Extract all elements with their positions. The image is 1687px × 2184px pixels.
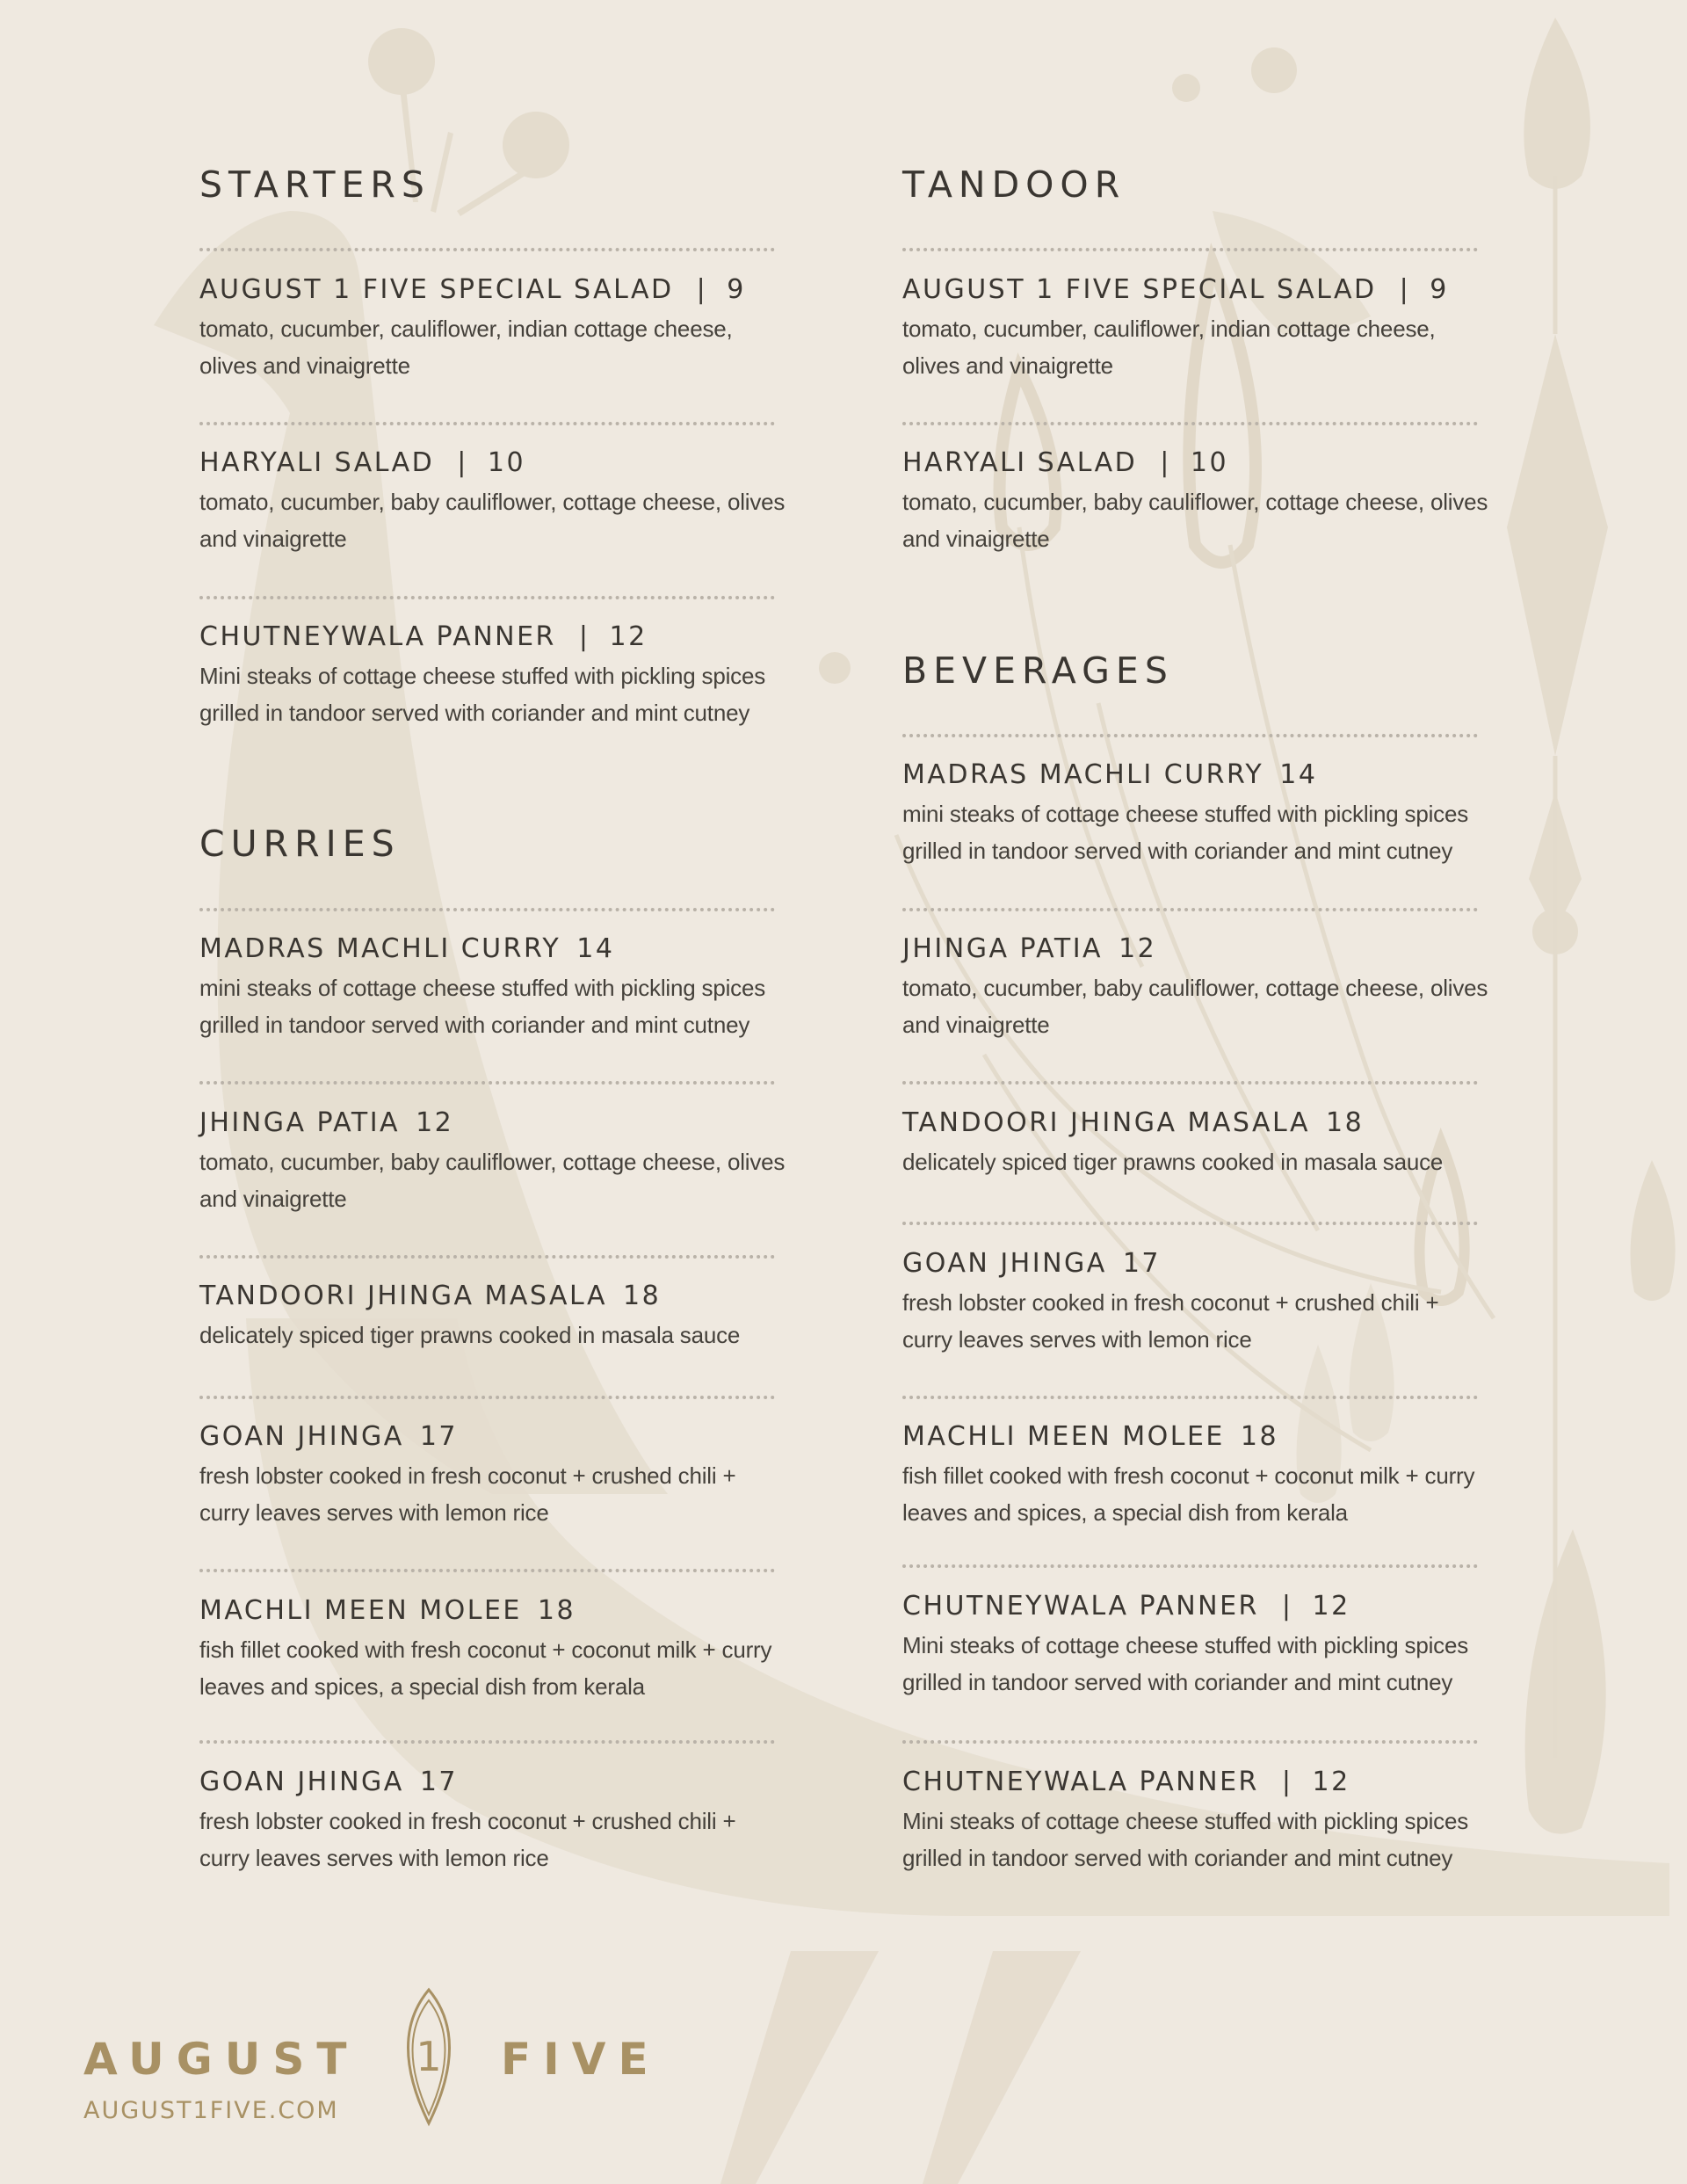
item-name: MADRAS MACHLI CURRY bbox=[199, 933, 561, 964]
item-separator: | bbox=[696, 274, 708, 305]
divider bbox=[902, 1081, 1478, 1085]
menu-item bbox=[199, 933, 788, 1043]
item-price: 17 bbox=[419, 1767, 458, 1797]
divider bbox=[199, 596, 775, 599]
item-separator: | bbox=[1281, 1767, 1293, 1797]
section-title-beverages: BEVERAGES bbox=[902, 649, 1174, 692]
item-price: 9 bbox=[727, 274, 746, 305]
item-price: 18 bbox=[537, 1595, 576, 1626]
item-description: fresh lobster cooked in fresh coconut + crushed chili + curry leaves serves with lemon rice bbox=[902, 1289, 1439, 1353]
item-name: JHINGA PATIA bbox=[199, 1107, 401, 1138]
item-description: tomato, cucumber, baby cauliflower, cottage cheese, olives and vinaigrette bbox=[199, 1149, 786, 1212]
item-price: 14 bbox=[1279, 759, 1318, 790]
item-description: Mini steaks of cottage cheese stuffed with pickling spices grilled in tandoor served with coriander and mint cutney bbox=[902, 1632, 1469, 1695]
item-name: AUGUST 1 FIVE SPECIAL SALAD bbox=[902, 274, 1377, 305]
emblem-number: 1 bbox=[416, 2033, 442, 2080]
item-price: 18 bbox=[1240, 1421, 1279, 1452]
divider bbox=[199, 422, 775, 425]
menu-item bbox=[902, 759, 1491, 869]
item-name: TANDOORI JHINGA MASALA bbox=[902, 1107, 1310, 1138]
divider bbox=[902, 908, 1478, 911]
item-name: HARYALI SALAD bbox=[199, 447, 435, 478]
item-description: tomato, cucumber, baby cauliflower, cottage cheese, olives and vinaigrette bbox=[199, 489, 786, 552]
menu-item bbox=[902, 933, 1491, 1043]
menu-item bbox=[199, 447, 788, 557]
item-price: 12 bbox=[1312, 1767, 1350, 1797]
divider bbox=[199, 1740, 775, 1744]
item-name: MADRAS MACHLI CURRY bbox=[902, 759, 1264, 790]
item-separator: | bbox=[1160, 447, 1171, 478]
menu-item bbox=[902, 274, 1491, 384]
item-description: tomato, cucumber, baby cauliflower, cottage cheese, olives and vinaigrette bbox=[902, 975, 1488, 1038]
divider bbox=[199, 1569, 775, 1572]
divider bbox=[902, 734, 1478, 737]
item-separator: | bbox=[1399, 274, 1411, 305]
item-price: 10 bbox=[1190, 447, 1229, 478]
item-name: CHUTNEYWALA PANNER bbox=[902, 1767, 1259, 1797]
item-price: 12 bbox=[416, 1107, 454, 1138]
item-name: MACHLI MEEN MOLEE bbox=[902, 1421, 1225, 1452]
menu-item bbox=[902, 1107, 1491, 1180]
divider bbox=[902, 422, 1478, 425]
item-description: Mini steaks of cottage cheese stuffed with pickling spices grilled in tandoor served with coriander and mint cutney bbox=[902, 1808, 1469, 1871]
divider bbox=[902, 1396, 1478, 1399]
section-title-tandoor: TANDOOR bbox=[902, 163, 1126, 206]
divider bbox=[199, 1081, 775, 1085]
item-price: 12 bbox=[1312, 1591, 1350, 1622]
divider bbox=[902, 1564, 1478, 1568]
divider bbox=[902, 248, 1478, 251]
item-name: TANDOORI JHINGA MASALA bbox=[199, 1281, 607, 1311]
item-description: tomato, cucumber, cauliflower, indian cottage cheese, olives and vinaigrette bbox=[199, 316, 733, 379]
item-description: mini steaks of cottage cheese stuffed with pickling spices grilled in tandoor served with coriander and mint cutney bbox=[902, 801, 1469, 864]
menu-item bbox=[199, 1283, 788, 1353]
item-name: GOAN JHINGA bbox=[199, 1767, 404, 1797]
brand-word-left: AUGUST bbox=[83, 2034, 359, 2085]
website-link[interactable]: AUGUST1FIVE.COM bbox=[83, 2097, 339, 2124]
menu-item bbox=[902, 1769, 1491, 1876]
item-name: CHUTNEYWALA PANNER bbox=[199, 621, 556, 652]
menu-item bbox=[199, 1769, 788, 1876]
item-separator: | bbox=[457, 447, 468, 478]
menu-item bbox=[199, 274, 788, 384]
item-separator: | bbox=[1281, 1591, 1293, 1622]
item-description: tomato, cucumber, baby cauliflower, cottage cheese, olives and vinaigrette bbox=[902, 489, 1488, 552]
item-description: mini steaks of cottage cheese stuffed with pickling spices grilled in tandoor served with coriander and mint cutney bbox=[199, 975, 766, 1038]
item-separator: | bbox=[578, 621, 590, 652]
item-price: 14 bbox=[576, 933, 615, 964]
item-description: tomato, cucumber, cauliflower, indian cottage cheese, olives and vinaigrette bbox=[902, 316, 1436, 379]
item-description: fish fillet cooked with fresh coconut + coconut milk + curry leaves and spices, a special dish from kerala bbox=[902, 1462, 1475, 1526]
brand-word-right: FIVE bbox=[501, 2034, 661, 2085]
section-title-starters: STARTERS bbox=[199, 163, 431, 206]
menu-item bbox=[199, 621, 788, 731]
item-price: 10 bbox=[487, 447, 526, 478]
item-name: GOAN JHINGA bbox=[902, 1248, 1107, 1279]
item-price: 18 bbox=[622, 1281, 662, 1311]
section-title-curries: CURRIES bbox=[199, 823, 401, 865]
item-name: JHINGA PATIA bbox=[902, 933, 1104, 964]
item-description: fresh lobster cooked in fresh coconut + crushed chili + curry leaves serves with lemon rice bbox=[199, 1462, 736, 1526]
item-price: 12 bbox=[609, 621, 648, 652]
divider bbox=[902, 1740, 1478, 1744]
item-name: HARYALI SALAD bbox=[902, 447, 1138, 478]
menu-item bbox=[199, 1107, 788, 1217]
brand-logo bbox=[83, 2021, 681, 2144]
item-description: Mini steaks of cottage cheese stuffed with pickling spices grilled in tandoor served with coriander and mint cutney bbox=[199, 663, 766, 726]
item-name: CHUTNEYWALA PANNER bbox=[902, 1591, 1259, 1622]
menu-item bbox=[199, 1421, 788, 1531]
menu-item bbox=[902, 1593, 1491, 1701]
item-name: GOAN JHINGA bbox=[199, 1421, 404, 1452]
leaf-emblem-icon bbox=[380, 1986, 477, 2127]
item-price: 17 bbox=[1122, 1248, 1161, 1279]
item-price: 17 bbox=[419, 1421, 458, 1452]
menu-item bbox=[902, 1421, 1491, 1531]
item-price: 12 bbox=[1119, 933, 1157, 964]
item-description: fish fillet cooked with fresh coconut + coconut milk + curry leaves and spices, a special dish from kerala bbox=[199, 1636, 772, 1700]
item-price: 18 bbox=[1325, 1107, 1365, 1138]
divider bbox=[199, 248, 775, 251]
item-description: fresh lobster cooked in fresh coconut + crushed chili + curry leaves serves with lemon rice bbox=[199, 1808, 736, 1871]
divider bbox=[902, 1222, 1478, 1225]
item-description: delicately spiced tiger prawns cooked in masala sauce bbox=[902, 1149, 1444, 1175]
menu-item bbox=[199, 1595, 788, 1705]
item-description: delicately spiced tiger prawns cooked in masala sauce bbox=[199, 1322, 741, 1348]
item-name: AUGUST 1 FIVE SPECIAL SALAD bbox=[199, 274, 674, 305]
divider bbox=[199, 1396, 775, 1399]
item-price: 9 bbox=[1430, 274, 1449, 305]
divider bbox=[199, 908, 775, 911]
item-name: MACHLI MEEN MOLEE bbox=[199, 1595, 522, 1626]
menu-item bbox=[902, 1248, 1491, 1358]
menu-item bbox=[902, 447, 1491, 557]
divider bbox=[199, 1255, 775, 1259]
